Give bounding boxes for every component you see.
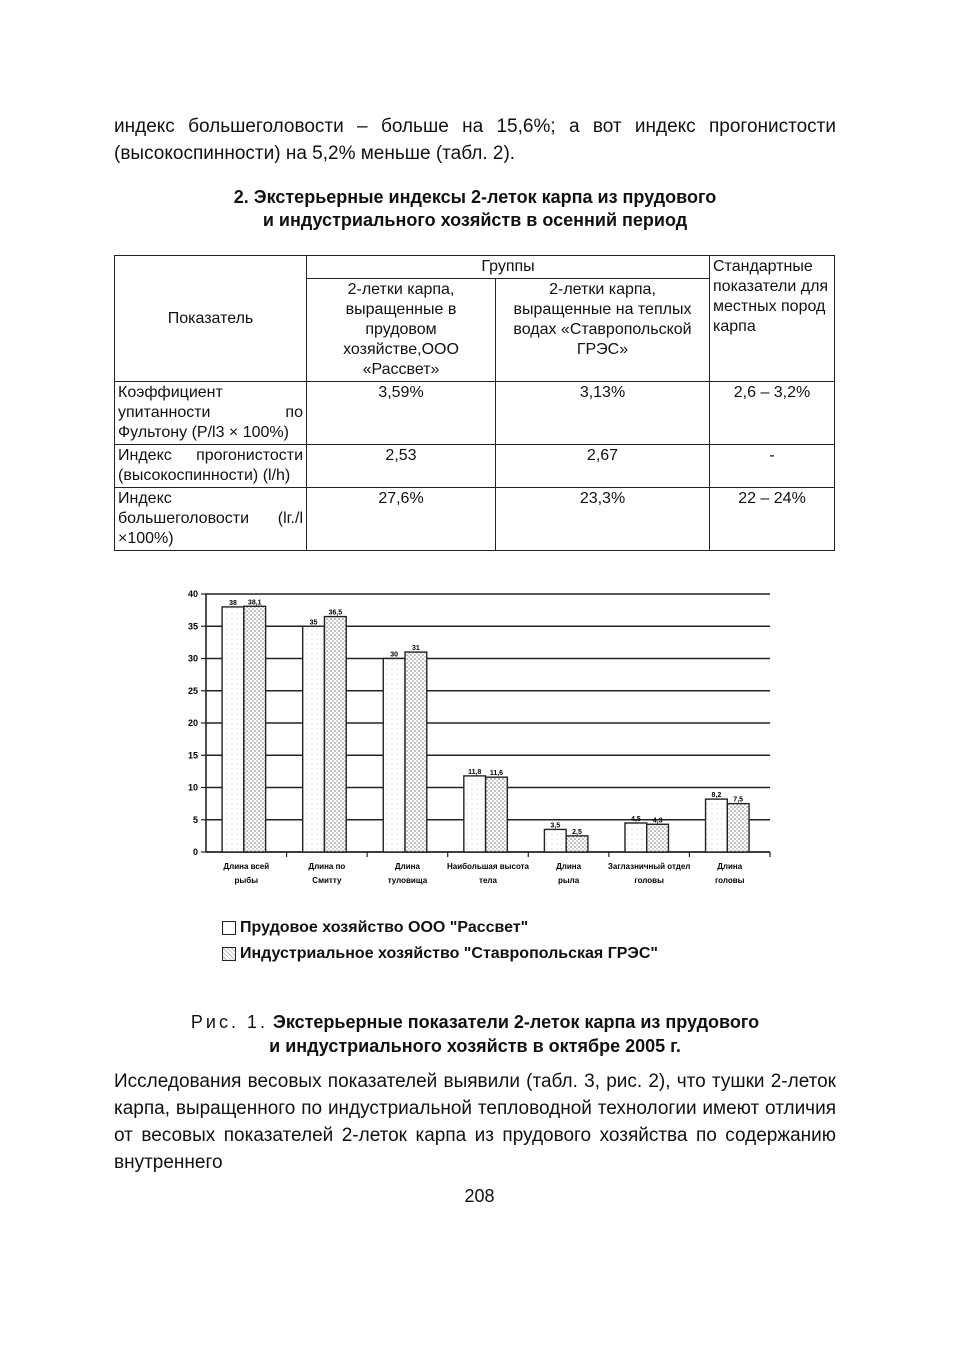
y-tick-label: 15 (187, 750, 198, 761)
legend-label-pond: Прудовое хозяйство ООО "Рассвет" (240, 919, 529, 936)
chart-svg (170, 582, 790, 902)
row-indicator: Коэффициент упитанности по Фультону (P/l3 × 100%) (115, 382, 307, 445)
figure-caption-line2: и индустриального хозяйств в октябре 2005 г. (269, 1036, 681, 1056)
bar (706, 799, 728, 852)
row-g1: 27,6% (307, 488, 496, 551)
y-tick-label: 35 (187, 621, 198, 632)
bar-value-label: 7,5 (733, 796, 744, 804)
figure-caption (114, 1010, 836, 1058)
table-caption-line2: и индустриального хозяйств в осенний период (262, 210, 688, 230)
row-g1: 3,59% (307, 382, 496, 445)
row-indicator: Индекс прогонистости (высокоспинности) (l/h) (115, 445, 307, 488)
row-g2: 23,3% (496, 488, 710, 551)
y-tick-label: 25 (187, 685, 198, 696)
x-category-label: тела (479, 876, 497, 885)
bar (566, 836, 588, 852)
x-category-label: головы (634, 876, 664, 885)
table-row (115, 382, 835, 445)
header-groups: Группы (307, 256, 710, 279)
bar-value-label: 2,5 (572, 828, 582, 836)
y-tick-label: 30 (187, 653, 198, 664)
row-g2: 3,13% (496, 382, 710, 445)
page-number: 208 (464, 1186, 495, 1206)
header-group1: 2-летки карпа, выращенные в прудовом хозяйстве,ООО «Рассвет» (307, 279, 496, 382)
row-std: 2,6 – 3,2% (710, 382, 835, 445)
row-g1: 2,53 (307, 445, 496, 488)
row-std: - (710, 445, 835, 488)
bar-value-label: 30 (390, 651, 399, 659)
bar (303, 626, 325, 852)
header-indicator: Показатель (115, 256, 307, 382)
x-category-label: Заглазничный отдел (607, 862, 691, 871)
x-category-label: туловища (387, 876, 428, 885)
y-tick-label: 10 (187, 782, 198, 793)
bar-value-label: 3,5 (550, 822, 561, 830)
bar-value-label: 31 (411, 645, 420, 653)
y-tick-label: 20 (187, 718, 198, 728)
x-category-label: Смитту (312, 876, 342, 885)
x-category-label: Длина (717, 862, 743, 871)
bar (324, 617, 346, 852)
header-standard: Стандартные показатели для местных пород карпа (710, 256, 835, 382)
bar-value-label: 4,3 (652, 817, 663, 825)
legend-swatch-pond (222, 921, 236, 935)
intro-paragraph: индекс большеголовости – больше на 15,6%; а вот индекс прогонистости (высокоспинности) на 5,2% меньше (табл. 2). (114, 116, 836, 164)
bar (244, 606, 266, 852)
y-tick-label: 40 (187, 589, 198, 599)
chart-legend (222, 915, 658, 967)
bar-value-label: 4,5 (630, 815, 641, 823)
legend-item-pond (222, 915, 658, 941)
figure-caption-line1 (114, 1010, 836, 1034)
y-tick-label: 0 (192, 847, 198, 857)
bar (544, 829, 566, 852)
bar-value-label: 8,2 (711, 792, 722, 800)
x-category-label: Наибольшая высота (446, 862, 530, 871)
header-group2: 2-летки карпа, выращенные на теплых водах «Ставропольской ГРЭС» (496, 279, 710, 382)
bar (405, 652, 427, 852)
legend-item-industrial (222, 941, 658, 967)
bar-value-label: 11,8 (468, 768, 482, 776)
legend-label-industrial: Индустриальное хозяйство "Ставропольская ГРЭС" (240, 945, 658, 962)
bar (383, 659, 405, 853)
figure-label: Рис. 1. (190, 1012, 268, 1032)
row-g2: 2,67 (496, 445, 710, 488)
table-row (115, 445, 835, 488)
legend-swatch-industrial (222, 947, 236, 961)
bar-value-label: 35 (309, 619, 318, 627)
x-category-label: Длина (556, 862, 582, 871)
x-category-label: Длина по (308, 862, 346, 871)
bar (222, 607, 244, 852)
row-std: 22 – 24% (710, 488, 835, 551)
x-category-label: Длина всей (223, 862, 270, 871)
x-category-label: рыбы (234, 876, 259, 885)
bar (486, 777, 508, 852)
bar (647, 824, 669, 852)
y-tick-label: 5 (192, 814, 198, 825)
bar-value-label: 36,5 (328, 609, 343, 617)
x-category-label: рыла (557, 876, 580, 885)
body-paragraph: Исследования весовых показателей выявили (табл. 3, рис. 2), что тушки 2-леток карпа, выращенного по индустриальной тепловодной технологии имеют отличия от весовых показателей 2-леток карпа из прудового хозяйства по содержанию внутреннего (114, 1071, 836, 1173)
bar-value-label: 11,6 (489, 770, 504, 778)
bar (464, 776, 486, 852)
x-category-label: головы (714, 876, 745, 885)
figure-title-part1: Экстерьерные показатели 2-леток карпа из прудового (273, 1012, 760, 1032)
table-caption (114, 186, 836, 232)
exterior-chart (170, 582, 790, 902)
row-indicator: Индекс большеголовости (lг./l ×100%) (115, 488, 307, 551)
bar (727, 804, 749, 852)
table-row (115, 488, 835, 551)
exterior-indices-table (114, 255, 835, 551)
x-category-label: Длина (394, 862, 420, 871)
bar (625, 823, 647, 852)
bar-value-label: 38,1 (247, 599, 262, 607)
table-caption-line1: 2. Экстерьерные индексы 2-леток карпа из прудового (233, 187, 717, 207)
bar-value-label: 38 (229, 599, 237, 607)
